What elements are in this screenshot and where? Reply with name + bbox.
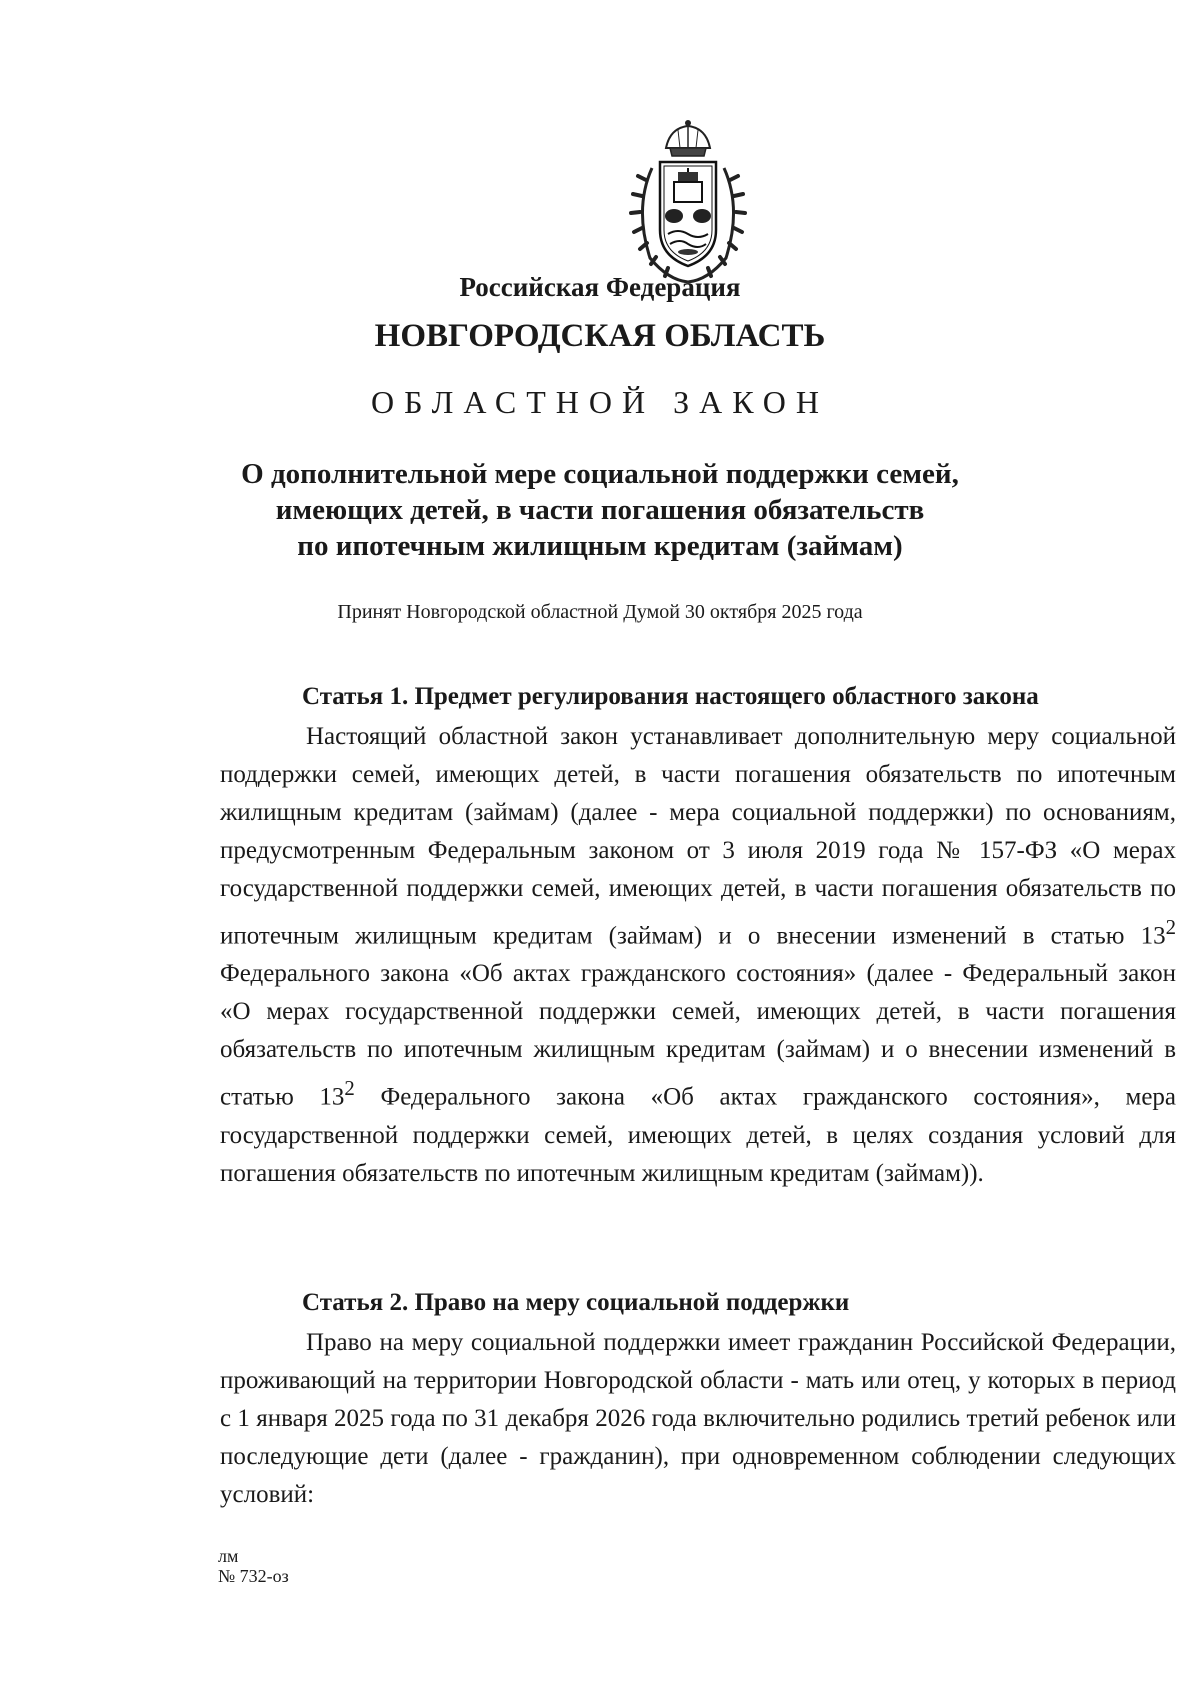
law-title-line: имеющих детей, в части погашения обязательств xyxy=(275,494,925,526)
footer-initials: лм xyxy=(218,1546,239,1566)
superscript: 2 xyxy=(1165,915,1176,939)
law-title xyxy=(0,456,1200,564)
document-footer xyxy=(218,1546,289,1586)
article-2-paragraph: Право на меру социальной поддержки имеет гражданин Российской Федерации, проживающий на территории Новгородской области - мать или отец, у которых в период с 1 января 2025 года по 31 декабря 2026 года включительно родились третий ребенок или последующие дети (далее - гражданин), при одновременном соблюдении следующих условий: xyxy=(220,1329,1176,1508)
paragraph-text: Настоящий областной закон устанавливает дополнительную меру социальной поддержки семей, имеющих детей, в части погашения обязательств по ипотечным жилищным кредитам (займам) (далее - мера социальной поддержки) по основаниям, предусмотренным Федеральным законом от 3 июля 2019 года № 157-ФЗ «О мерах государственной поддержки семей, имеющих детей, в части погашения обязательств по ипотечным жилищным кредитам (займам) и о внесении изменений в статью 13 xyxy=(220,723,1176,950)
superscript: 2 xyxy=(344,1076,355,1101)
article-2-heading: Статья 2. Право на меру социальной поддержки xyxy=(302,1289,850,1316)
paragraph-text: Федерального закона «Об актах гражданского состояния» (далее - Федеральный закон «О мерах государственной поддержки семей, имеющих детей, в части погашения обязательств по ипотечным жилищным кредитам (займам) и о внесении изменений в статью 13 xyxy=(220,960,1176,1111)
paragraph-text: Федерального закона «Об актах гражданского состояния», мера государственной поддержки семей, имеющих детей, в целях создания условий для погашения обязательств по ипотечным жилищным кредитам (займам)). xyxy=(220,1083,1177,1187)
law-title-line: О дополнительной мере социальной поддержки семей, xyxy=(241,458,959,490)
country-name: Российская Федерация xyxy=(459,272,741,302)
article-1-heading: Статья 1. Предмет регулирования настоящего областного закона xyxy=(302,683,1039,710)
adoption-note: Принят Новгородской областной Думой 30 октября 2025 года xyxy=(337,601,863,623)
article-1-paragraph xyxy=(220,718,1176,1193)
coat-of-arms-emblem xyxy=(622,118,754,288)
footer-law-number: № 732-оз xyxy=(218,1566,289,1586)
law-title-line: по ипотечным жилищным кредитам (займам) xyxy=(297,530,903,562)
region-name: НОВГОРОДСКАЯ ОБЛАСТЬ xyxy=(374,318,826,354)
law-type: ОБЛАСТНОЙ ЗАКОН xyxy=(370,384,830,420)
